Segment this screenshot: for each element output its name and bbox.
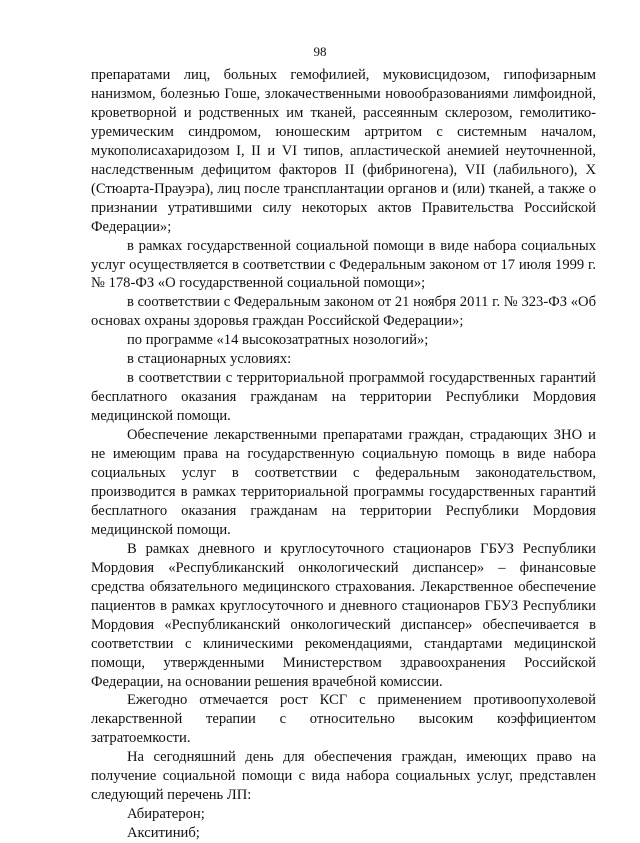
paragraph: в стационарных условиях: <box>127 351 292 368</box>
list-item: Абиратерон; <box>127 806 205 823</box>
paragraph: в соответствии с территориальной программой государственных гарантий бесплатного оказания гражданам на территории Республики Мордовия медицинской помощи. <box>91 370 596 425</box>
list-item: Акситиниб; <box>127 825 200 842</box>
paragraph: в соответствии с Федеральным законом от 21 ноября 2011 г. № 323-ФЗ «Об основах охраны здоровья граждан Российской Федерации»; <box>91 294 596 330</box>
document-body <box>91 66 596 843</box>
paragraph: по программе «14 высокозатратных нозологий»; <box>127 332 429 349</box>
paragraph: в рамках государственной социальной помощи в виде набора социальных услуг осуществляется в соответствии с Федеральным законом от 17 июля 1999 г. № 178-ФЗ «О государственной социальной помощи»; <box>91 237 596 292</box>
paragraph: На сегодняшний день для обеспечения граждан, имеющих право на получение социальной помощи с вида набора социальных услуг, представлен следующий перечень ЛП: <box>91 749 596 804</box>
paragraph: В рамках дневного и круглосуточного стационаров ГБУЗ Республики Мордовия «Республиканский онкологический диспансер» – финансовые средства обязательного медицинского страхования. Лекарственное обеспечение пациентов в рамках круглосуточного и дневного стационаров ГБУЗ Республики Мордовия «Республиканский онкологический диспансер» обеспечивается в соответствии с клиническими рекомендациями, стандартами медицинской помощи, утвержденными Министерством здравоохранения Российской Федерации, на основании решения врачебной комиссии. <box>91 540 596 690</box>
paragraph: препаратами лиц, больных гемофилией, муковисцидозом, гипофизарным нанизмом, болезнью Гоше, злокачественными новообразованиями лимфоидной, кроветворной и родственных им тканей, рассеянным склерозом, гемолитико-уремическим синдромом, юношеским артритом с системным началом, мукополисахаридозом I, II и VI типов, апластической анемией неуточненной, наследственным дефицитом факторов II (фибриногена), VII (лабильного), X (Стюарта-Прауэра), лиц после трансплантации органов и (или) тканей, а также о признании утратившими силу некоторых актов Правительства Российской Федерации»; <box>91 67 596 235</box>
paragraph: Ежегодно отмечается рост КСГ с применением противоопухолевой лекарственной терапии с относительно высоким коэффициентом затратоемкости. <box>91 692 596 747</box>
paragraph: Обеспечение лекарственными препаратами граждан, страдающих ЗНО и не имеющим права на государственную социальную помощь в виде набора социальных услуг в соответствии с федеральным законодательством, производится в рамках территориальной программы государственных гарантий бесплатного оказания гражданам на территории Республики Мордовия медицинской помощи. <box>91 427 596 538</box>
page-number: 98 <box>313 44 327 59</box>
